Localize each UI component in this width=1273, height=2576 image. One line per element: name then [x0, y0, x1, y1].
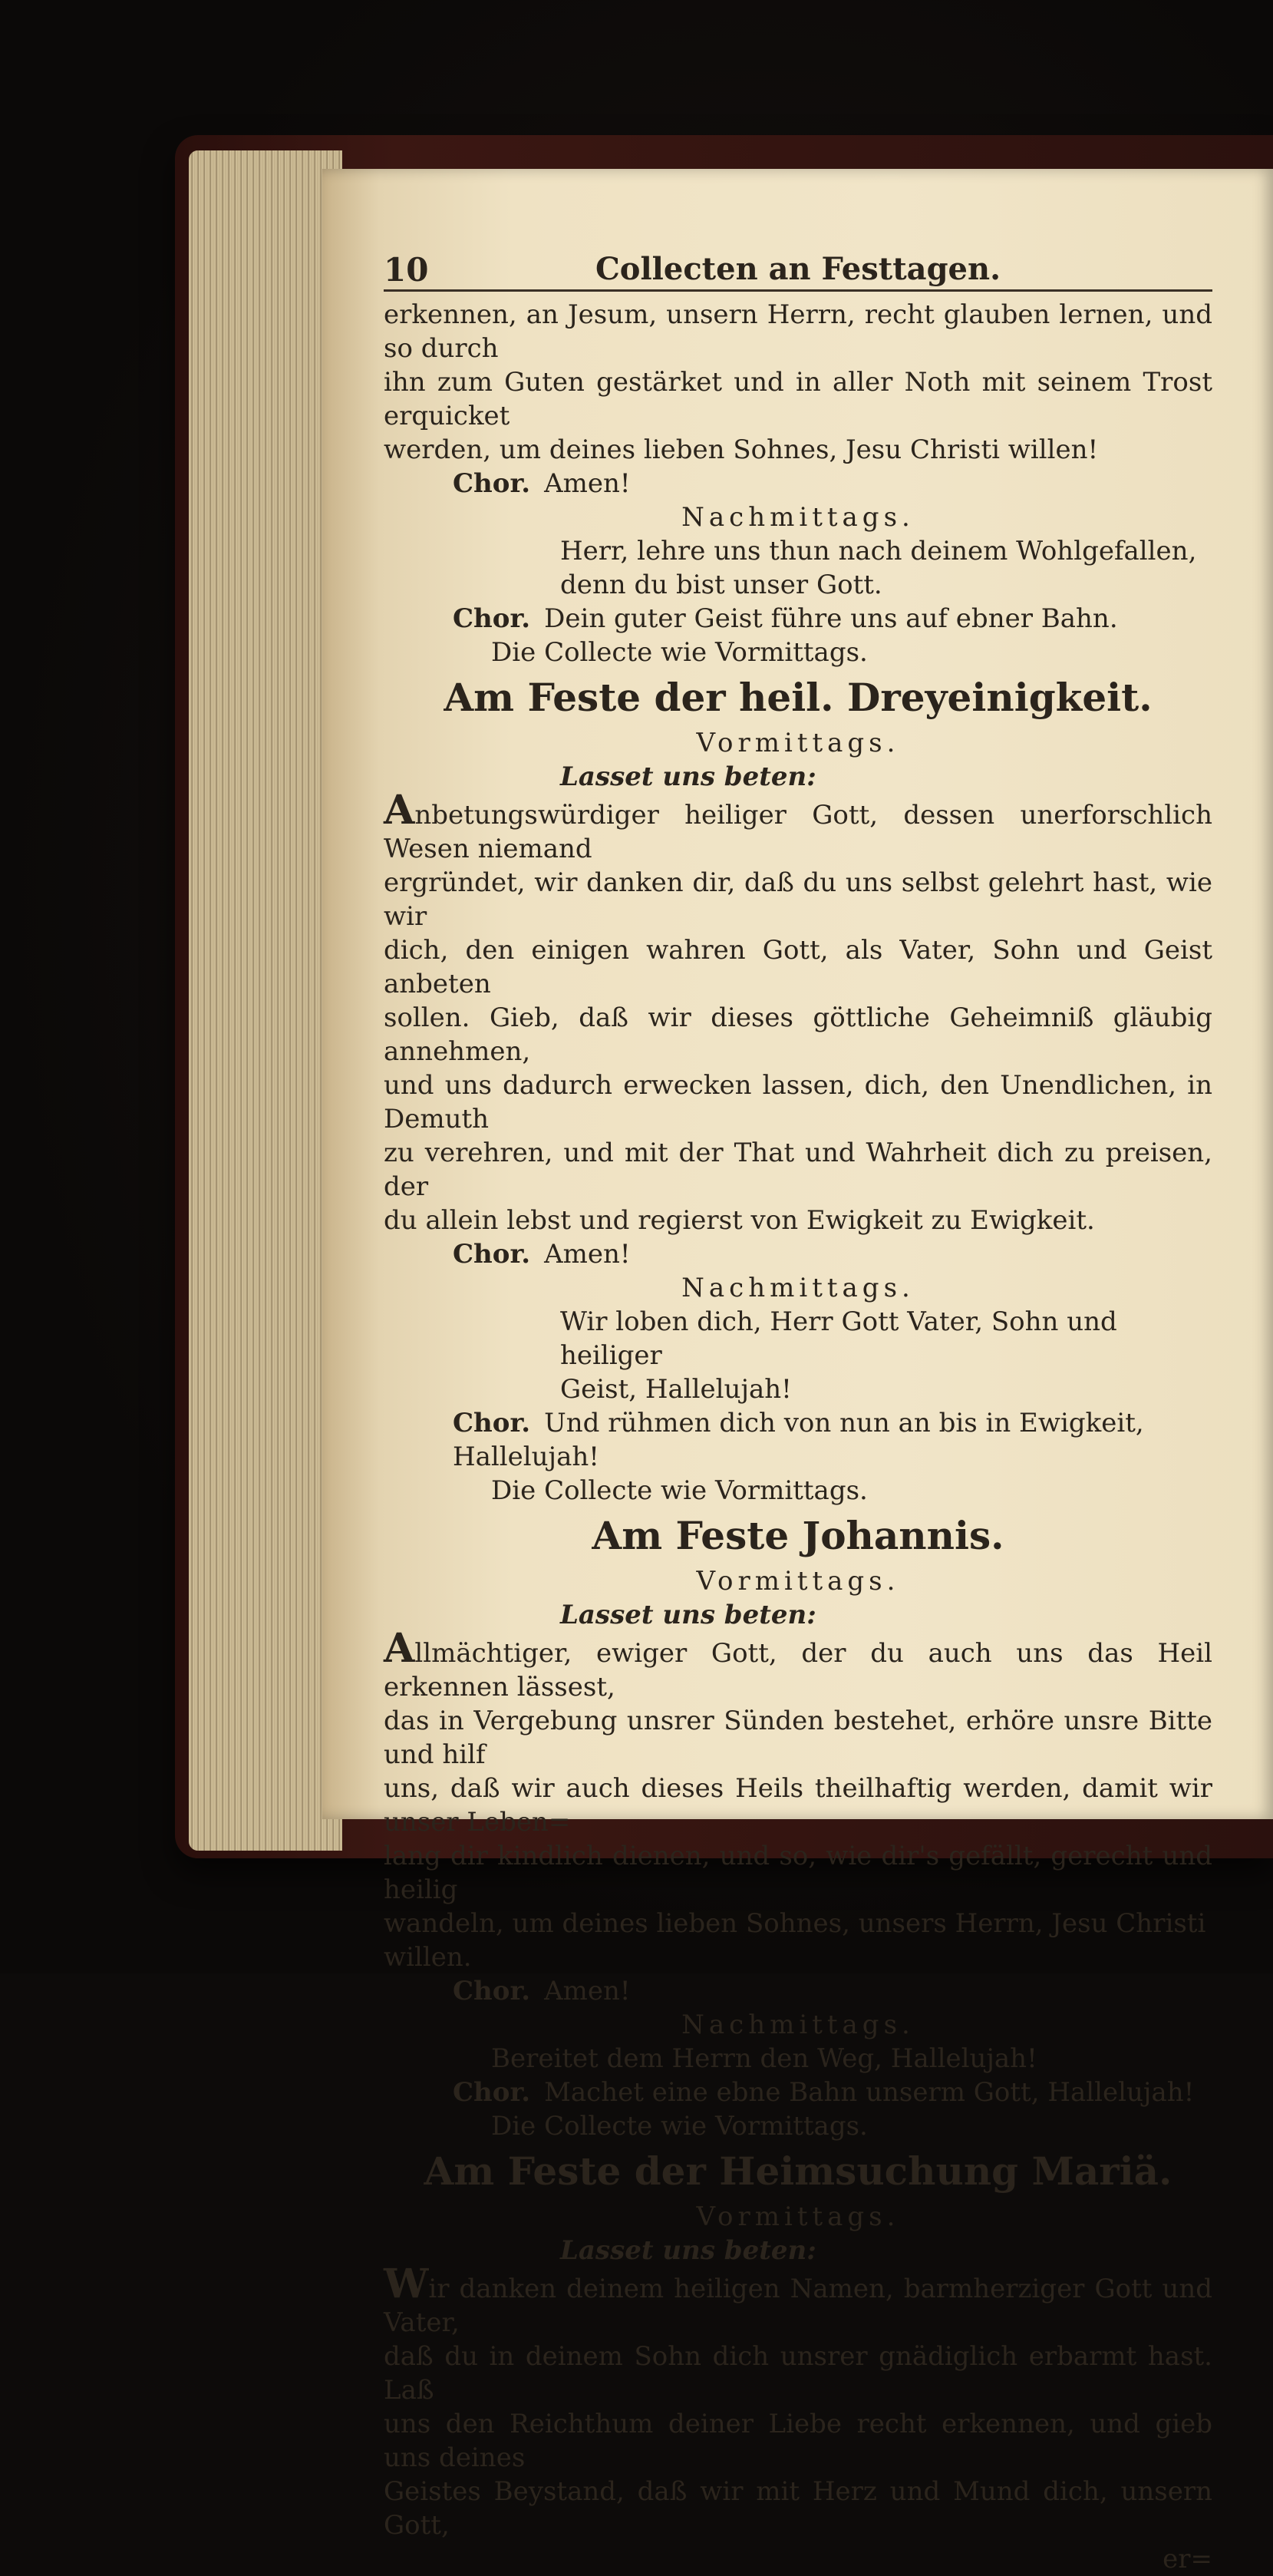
text-line: das in Vergebung unsrer Sünden bestehet, erhöre unsre Bitte und hilf: [384, 1706, 1212, 1770]
section-label: Nachmittags.: [681, 2010, 915, 2040]
page-number: 10: [384, 251, 429, 289]
chor-label: Chor.: [453, 603, 531, 634]
response: Amen!: [544, 468, 631, 499]
prayer-intro: Lasset uns beten:: [560, 761, 816, 792]
text-line: Die Collecte wie Vormittags.: [491, 637, 868, 668]
text-line: Wir loben dich, Herr Gott Vater, Sohn und heiliger: [560, 1306, 1117, 1371]
text-line: uns, daß wir auch dieses Heils theilhaftig werden, damit wir unser Leben=: [384, 1773, 1212, 1838]
chor-line: [384, 1237, 1212, 1271]
chor-label: Chor.: [453, 468, 531, 499]
text-line: und uns dadurch erwecken lassen, dich, den Unendlichen, in Demuth: [384, 1070, 1212, 1134]
text-line: ihn zum Guten gestärket und in aller Noth mit seinem Trost erquicket: [384, 367, 1212, 431]
text-line: Bereitet dem Herrn den Weg, Hallelujah!: [491, 2043, 1037, 2074]
text-line: erkennen, an Jesum, unsern Herrn, recht glauben lernen, und so durch: [384, 299, 1212, 364]
initial-letter: W: [384, 2261, 429, 2307]
text-line: dich, den einigen wahren Gott, als Vater, Sohn und Geist anbeten: [384, 935, 1212, 999]
chor-line: [384, 1406, 1212, 1474]
initial-letter: A: [384, 787, 415, 834]
chor-line: [384, 1974, 1212, 2008]
chor-label: Chor.: [453, 1408, 531, 1438]
text-line: Wir danken deinem heiligen Namen, barmherziger Gott und Vater,: [384, 2261, 1212, 2338]
text-line: werden, um deines lieben Sohnes, Jesu Christi willen!: [384, 434, 1099, 465]
text-line: zu verehren, und mit der That und Wahrheit dich zu preisen, der: [384, 1138, 1212, 1202]
section-label: Vormittags.: [696, 2201, 900, 2232]
text-line: Herr, lehre uns thun nach deinem Wohlgefallen,: [560, 536, 1197, 566]
running-title: Collecten an Festtagen.: [595, 251, 1001, 287]
chor-line: [384, 467, 1212, 500]
chor-label: Chor.: [453, 2077, 531, 2108]
text-line: ergründet, wir danken dir, daß du uns selbst gelehrt hast, wie wir: [384, 867, 1212, 932]
text-line: Geist, Hallelujah!: [560, 1374, 792, 1405]
feast-heading: Am Feste der Heimsuchung Mariä.: [424, 2148, 1172, 2194]
section-label: Nachmittags.: [681, 502, 915, 533]
response: Dein guter Geist führe uns auf ebner Bahn.: [544, 603, 1118, 634]
text-line: wandeln, um deines lieben Sohnes, unsers Herrn, Jesu Christi willen.: [384, 1908, 1206, 1973]
text-line: denn du bist unser Gott.: [560, 570, 882, 600]
text-line: Allmächtiger, ewiger Gott, der du auch uns das Heil erkennen lässest,: [384, 1625, 1212, 1702]
prayer-intro: Lasset uns beten:: [560, 1600, 816, 1630]
text-line: du allein lebst und regierst von Ewigkeit zu Ewigkeit.: [384, 1205, 1095, 1236]
chor-line: [384, 2076, 1212, 2109]
response: Machet eine ebne Bahn unserm Gott, Hallelujah!: [544, 2077, 1195, 2108]
response: Und rühmen dich von nun an bis in Ewigkeit, Hallelujah!: [453, 1408, 1144, 1472]
text-line: Anbetungswürdiger heiliger Gott, dessen unerforschlich Wesen niemand: [384, 787, 1212, 864]
section-label: Vormittags.: [696, 728, 900, 758]
feast-heading: Am Feste Johannis.: [592, 1513, 1004, 1558]
text-line: Die Collecte wie Vormittags.: [491, 1475, 868, 1506]
catchword: er=: [1163, 2544, 1212, 2574]
text-line: daß du in deinem Sohn dich unsrer gnädiglich erbarmt hast. Laß: [384, 2341, 1212, 2406]
text-line: sollen. Gieb, daß wir dieses göttliche Geheimniß gläubig annehmen,: [384, 1002, 1212, 1067]
response: Amen!: [544, 1239, 631, 1270]
page-content: [384, 249, 1212, 2576]
response: Amen!: [544, 1976, 631, 2006]
page-edges: [189, 150, 342, 1851]
section-label: Nachmittags.: [681, 1273, 915, 1303]
page-header: [384, 249, 1212, 292]
chor-line: [384, 602, 1212, 636]
text-line: lang dir kindlich dienen, und so, wie dir's gefällt, gerecht und heilig: [384, 1841, 1212, 1905]
chor-label: Chor.: [453, 1976, 531, 2006]
section-label: Vormittags.: [696, 1566, 900, 1597]
text-line: Geistes Beystand, daß wir mit Herz und Mund dich, unsern Gott,: [384, 2476, 1212, 2541]
prayer-intro: Lasset uns beten:: [560, 2235, 816, 2266]
initial-letter: A: [384, 1625, 415, 1672]
feast-heading: Am Feste der heil. Dreyeinigkeit.: [444, 675, 1153, 720]
text-line: uns den Reichthum deiner Liebe recht erkennen, und gieb uns deines: [384, 2409, 1212, 2473]
chor-label: Chor.: [453, 1239, 531, 1270]
text-line: Die Collecte wie Vormittags.: [491, 2111, 868, 2142]
